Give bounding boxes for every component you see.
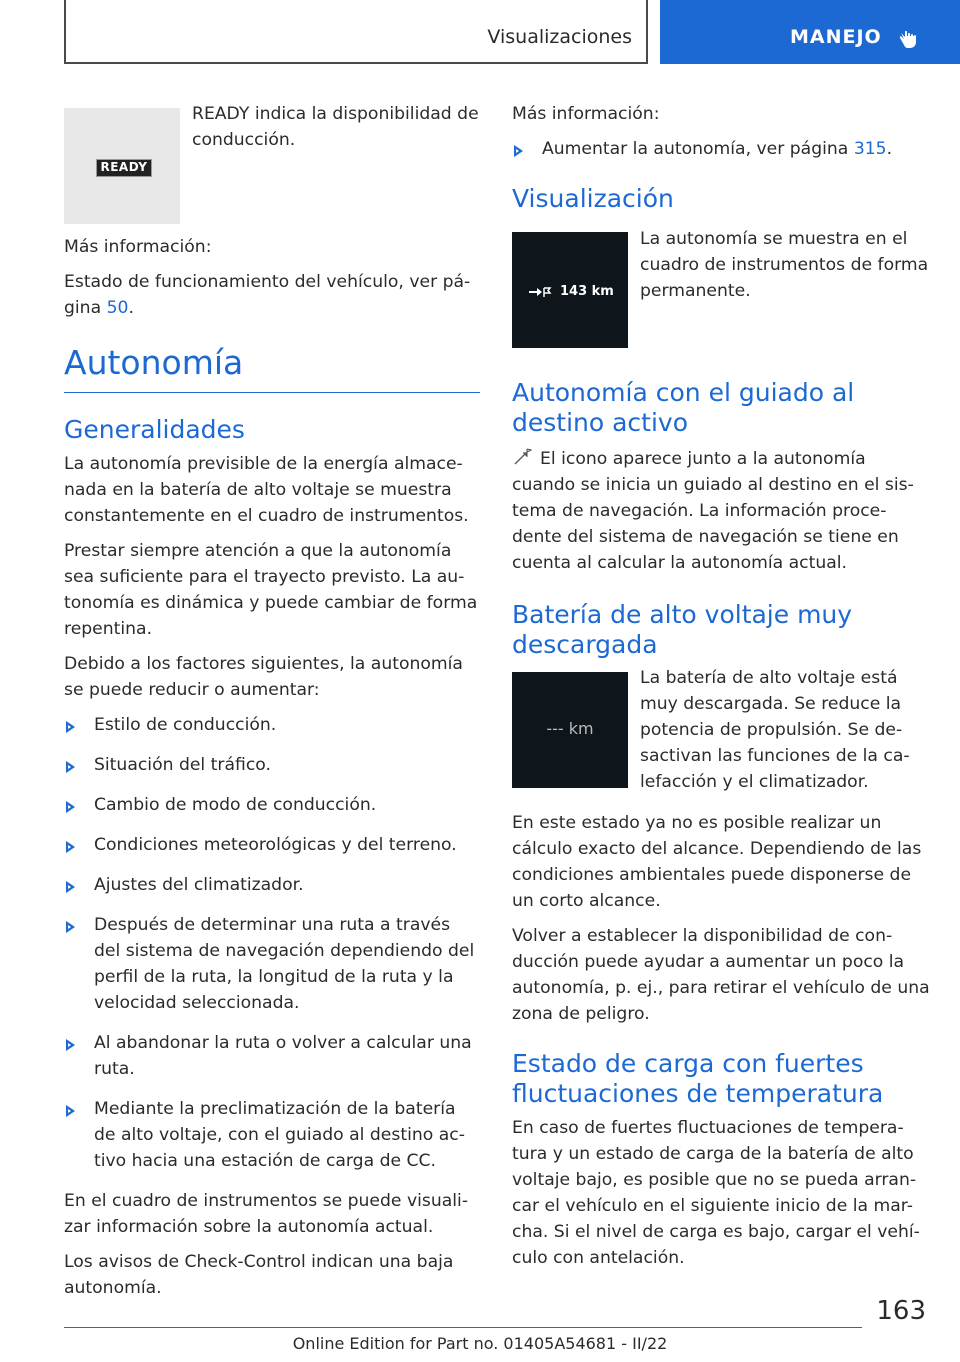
header-chapter-tab [660, 0, 960, 64]
empty-range-value: --- km [546, 719, 594, 738]
ready-indicator-image [64, 108, 180, 224]
bateria-paragraph-1: En este estado ya no es posible realizar un cálculo exacto del alcance. Dependiendo de las condiciones ambientales puede disponerse de un corto alcance. [512, 813, 922, 911]
list-item: Después de determinar una ruta a través del sistema de navegación dependiendo del perfil de la ruta, la longitud de la ruta y la velocidad seleccionada. [64, 912, 480, 1016]
heading-estado-carga: Estado de carga con fuertes fluctuaciones de temperatura [512, 1049, 884, 1108]
page-link-50[interactable]: 50 [106, 298, 129, 318]
guiado-text: El icono aparece junto a la autonomía cuando se inicia un guiado al destino en el sis-tema de navegación. La información proce-dente del sistema de navegación se tiene en cuenta al calcular la autonomía actual. [512, 449, 914, 573]
right-more-info-label: Más información: [512, 104, 660, 124]
heading-bateria: Batería de alto voltaje muy descargada [512, 600, 853, 659]
footer-edition: Online Edition for Part no. 01405A54681 - II/22 [292, 1334, 668, 1353]
right-column-lower [512, 378, 930, 666]
heading-generalidades: Generalidades [64, 415, 245, 444]
list-item: Cambio de modo de conducción. [64, 792, 480, 818]
more-info-label: Más información: [64, 237, 212, 257]
paragraph-5: Los avisos de Check-Control indican una baja autonomía. [64, 1252, 454, 1298]
list-item: Condiciones meteorológicas y del terreno. [64, 832, 480, 858]
heading-guiado: Autonomía con el guiado al destino activo [512, 378, 855, 437]
ready-description [192, 101, 480, 162]
paragraph-2: Prestar siempre atención a que la autonomía sea suficiente para el trayecto previsto. La au-tonomía es dinámica y puede cambiar de forma repentina. [64, 541, 478, 639]
arrow-flag-icon [528, 285, 552, 299]
paragraph-4: En el cuadro de instrumentos se puede visuali-zar información sobre la autonomía actual. [64, 1191, 469, 1237]
ready-badge-label: READY [100, 160, 148, 174]
guiado-paragraph [512, 446, 930, 576]
period: . [886, 139, 893, 159]
range-value: 143 km [560, 284, 614, 299]
heading-visualizacion: Visualización [512, 184, 674, 213]
paragraph-3: Debido a los factores siguientes, la autonomía se puede reducir o aumentar: [64, 654, 463, 700]
right-column [512, 101, 930, 220]
footer-divider [64, 1327, 862, 1328]
bateria-text: La batería de alto voltaje está muy descargada. Se reduce la potencia de propulsión. Se de-sactivan las funciones de la ca-lefacción y el climatizador. [640, 668, 910, 792]
left-column [64, 234, 480, 1310]
header-section-box [64, 0, 648, 64]
more-info-bullet-text: Aumentar la autonomía, ver página [542, 139, 849, 159]
empty-range-display-image [512, 672, 628, 788]
right-column-bottom [512, 810, 930, 1280]
more-info-text: Estado de funcionamiento del vehículo, ver pá-gina [64, 272, 471, 318]
estado-text: En caso de fuertes fluctuaciones de tempera-tura y un estado de carga de la batería de alto voltaje bajo, es posible que no se pueda arran-car el vehículo en el siguiente inicio de la mar-cha. Si el nivel de carga es bajo, cargar el vehí-culo con antelación. [512, 1118, 920, 1268]
list-item [512, 136, 930, 162]
bateria-paragraph-2: Volver a establecer la disponibilidad de con-ducción puede ayudar a aumentar un poco la autonomía, p. ej., para retirar el vehículo de una zona de peligro. [512, 926, 930, 1024]
range-display-image [512, 232, 628, 348]
bateria-description [640, 665, 930, 804]
period: . [128, 298, 134, 318]
list-item: Ajustes del climatizador. [64, 872, 480, 898]
visualizacion-description [640, 226, 930, 313]
visualizacion-text: La autonomía se muestra en el cuadro de instrumentos de forma permanente. [640, 229, 929, 301]
factor-list [64, 712, 480, 1174]
list-item: Mediante la preclimatización de la batería de alto voltaje, con el guiado al destino ac-tivo hacia una estación de carga de CC. [64, 1096, 480, 1174]
header-chapter-title: MANEJO [790, 26, 882, 48]
list-item: Estilo de conducción. [64, 712, 480, 738]
list-item: Situación del tráfico. [64, 752, 480, 778]
more-info-paragraph [64, 269, 480, 321]
header-section-title: Visualizaciones [487, 26, 632, 48]
hand-pointer-icon [896, 24, 924, 52]
more-info-list [512, 136, 930, 162]
route-flag-icon [512, 447, 532, 467]
page-link-315[interactable]: 315 [853, 139, 887, 159]
list-item: Al abandonar la ruta o volver a calcular una ruta. [64, 1030, 480, 1082]
paragraph-1: La autonomía previsible de la energía almace-nada en la batería de alto voltaje se muestra constantemente en el cuadro de instrumentos. [64, 454, 469, 526]
ready-text: READY indica la disponibilidad de conducción. [192, 104, 479, 150]
heading-autonomia: Autonomía [64, 343, 480, 393]
page-number: 163 [876, 1296, 926, 1326]
